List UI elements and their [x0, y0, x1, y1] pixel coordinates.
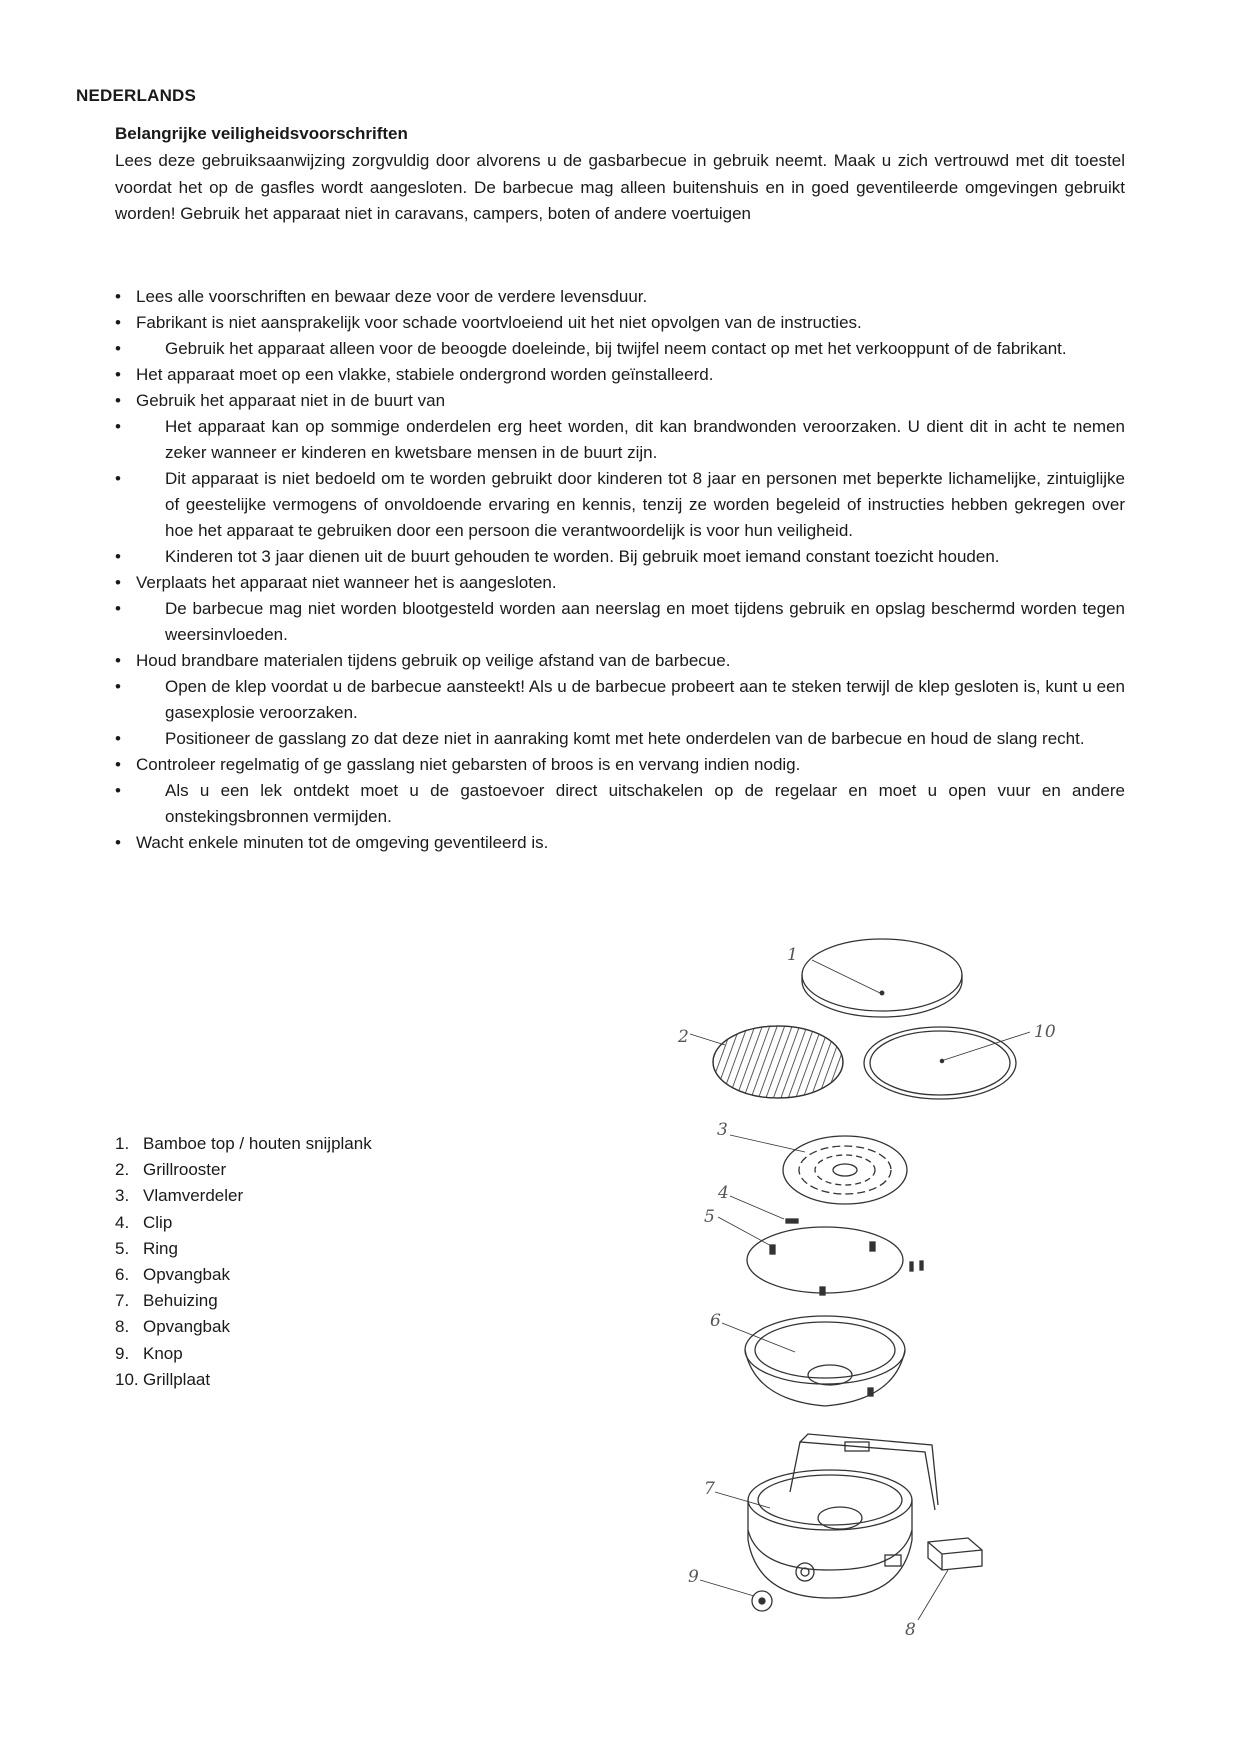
bullet-icon: •: [115, 755, 121, 774]
parts-list: [115, 1131, 372, 1393]
list-item: • Gebruik het apparaat alleen voor de beoogde doeleinde, bij twijfel neem contact op met het verkooppunt of de fabrikant.: [115, 336, 1125, 362]
bullet-icon: •: [115, 313, 121, 332]
callout-label: 10: [1034, 1022, 1056, 1042]
ring-drawing: [718, 1217, 923, 1295]
grill-grate-drawing: [690, 1026, 843, 1098]
flame-distributor-drawing: [730, 1135, 907, 1204]
list-item: • Verplaats het apparaat niet wanneer het is aangesloten.: [115, 570, 1125, 596]
bullet-icon: •: [115, 781, 121, 800]
drip-pan-drawing: [722, 1316, 905, 1406]
grill-plate-drawing: [864, 1027, 1030, 1099]
parts-list-item: 10. Grillplaat: [115, 1369, 211, 1389]
bullet-icon: •: [115, 651, 121, 670]
list-item: • Gebruik het apparaat niet in de buurt van: [115, 388, 1125, 414]
safety-intro-section: [115, 124, 1125, 228]
list-item: • De barbecue mag niet worden blootgesteld worden aan neerslag en moet tijdens gebruik en opslag beschermd worden tegen weersinvloeden.: [115, 596, 1125, 648]
drip-tray-drawing: [918, 1538, 982, 1620]
callout-label: 3: [717, 1120, 728, 1140]
callout-label: 4: [718, 1183, 729, 1203]
bullet-icon: •: [115, 287, 121, 306]
callout-label: 2: [678, 1027, 689, 1047]
parts-list-item: 7. Behuizing: [115, 1291, 218, 1311]
housing-drawing: [715, 1434, 938, 1598]
bamboo-top-drawing: [802, 939, 962, 1017]
knob-drawing: [700, 1580, 772, 1611]
safety-intro-text: Lees deze gebruiksaanwijzing zorgvuldig door alvorens u de gasbarbecue in gebruik neemt. Maak u zich vertrouwd met dit toestel voordat het op de gasfles wordt aangesloten. De barbecue mag alleen buitenshuis en in goed geventileerde omgevingen gebruikt worden! Gebruik het apparaat niet in caravans, campers, boten of andere voertuigen: [115, 151, 1125, 223]
callout-label: 6: [710, 1311, 721, 1331]
callout-label: 1: [787, 945, 798, 965]
callout-label: 9: [688, 1567, 699, 1587]
parts-list-item: 2. Grillrooster: [115, 1160, 227, 1180]
language-heading: NEDERLANDS: [76, 86, 197, 105]
exploded-view-diagram: [678, 930, 1120, 1650]
list-item: • Fabrikant is niet aansprakelijk voor schade voortvloeiend uit het niet opvolgen van de instructies.: [115, 310, 1125, 336]
list-item: • Het apparaat kan op sommige onderdelen erg heet worden, dit kan brandwonden veroorzaken. U dient dit in acht te nemen zeker wanneer er kinderen en kwetsbare mensen in de buurt zijn.: [115, 414, 1125, 466]
list-item: • Lees alle voorschriften en bewaar deze voor de verdere levensduur.: [115, 284, 1125, 310]
list-item: • Het apparaat moet op een vlakke, stabiele ondergrond worden geïnstalleerd.: [115, 362, 1125, 388]
bullet-icon: •: [115, 729, 121, 748]
parts-list-item: 6. Opvangbak: [115, 1265, 230, 1285]
parts-list-item: 9. Knop: [115, 1343, 183, 1363]
parts-list-item: 5. Ring: [115, 1238, 178, 1258]
parts-list-item: 8. Opvangbak: [115, 1317, 230, 1337]
parts-list-item: 1. Bamboe top / houten snijplank: [115, 1134, 372, 1153]
bullet-icon: •: [115, 833, 121, 852]
list-item: • Controleer regelmatig of ge gasslang niet gebarsten of broos is en vervang indien nodig.: [115, 752, 1125, 778]
list-item: • Als u een lek ontdekt moet u de gastoevoer direct uitschakelen op de regelaar en moet u open vuur en andere onstekingsbronnen vermijden.: [115, 778, 1125, 830]
bullet-icon: •: [115, 469, 121, 488]
bullet-icon: •: [115, 417, 121, 436]
clip-drawing: [730, 1196, 798, 1223]
list-item: • Dit apparaat is niet bedoeld om te worden gebruikt door kinderen tot 8 jaar en personen met beperkte lichamelijke, zintuiglijke of geestelijke vermogens of onvoldoende ervaring en kennis, tenzij ze worden begeleid of instructies hebben gekregen over hoe het apparaat te gebruiken door een persoon die verantwoordelijk is voor hun veiligheid.: [115, 466, 1125, 544]
bullet-icon: •: [115, 599, 121, 618]
callout-label: 7: [704, 1479, 715, 1499]
bullet-icon: •: [115, 573, 121, 592]
safety-list: [115, 284, 1125, 856]
callout-label: 5: [704, 1207, 715, 1227]
parts-list-item: 3. Vlamverdeler: [115, 1186, 244, 1206]
list-item: • Positioneer de gasslang zo dat deze niet in aanraking komt met hete onderdelen van de barbecue en houd de slang recht.: [115, 726, 1125, 752]
list-item: • Wacht enkele minuten tot de omgeving geventileerd is.: [115, 830, 1125, 856]
callout-label: 8: [905, 1620, 916, 1640]
bullet-icon: •: [115, 677, 121, 696]
bullet-icon: •: [115, 547, 121, 566]
list-item: • Kinderen tot 3 jaar dienen uit de buurt gehouden te worden. Bij gebruik moet iemand constant toezicht houden.: [115, 544, 1125, 570]
list-item: • Houd brandbare materialen tijdens gebruik op veilige afstand van de barbecue.: [115, 648, 1125, 674]
list-item: • Open de klep voordat u de barbecue aansteekt! Als u de barbecue probeert aan te steken terwijl de klep gesloten is, kunt u een gasexplosie veroorzaken.: [115, 674, 1125, 726]
safety-title: Belangrijke veiligheidsvoorschriften: [115, 124, 408, 143]
bullet-icon: •: [115, 339, 121, 358]
bullet-icon: •: [115, 365, 121, 384]
bullet-icon: •: [115, 391, 121, 410]
parts-list-item: 4. Clip: [115, 1212, 173, 1232]
